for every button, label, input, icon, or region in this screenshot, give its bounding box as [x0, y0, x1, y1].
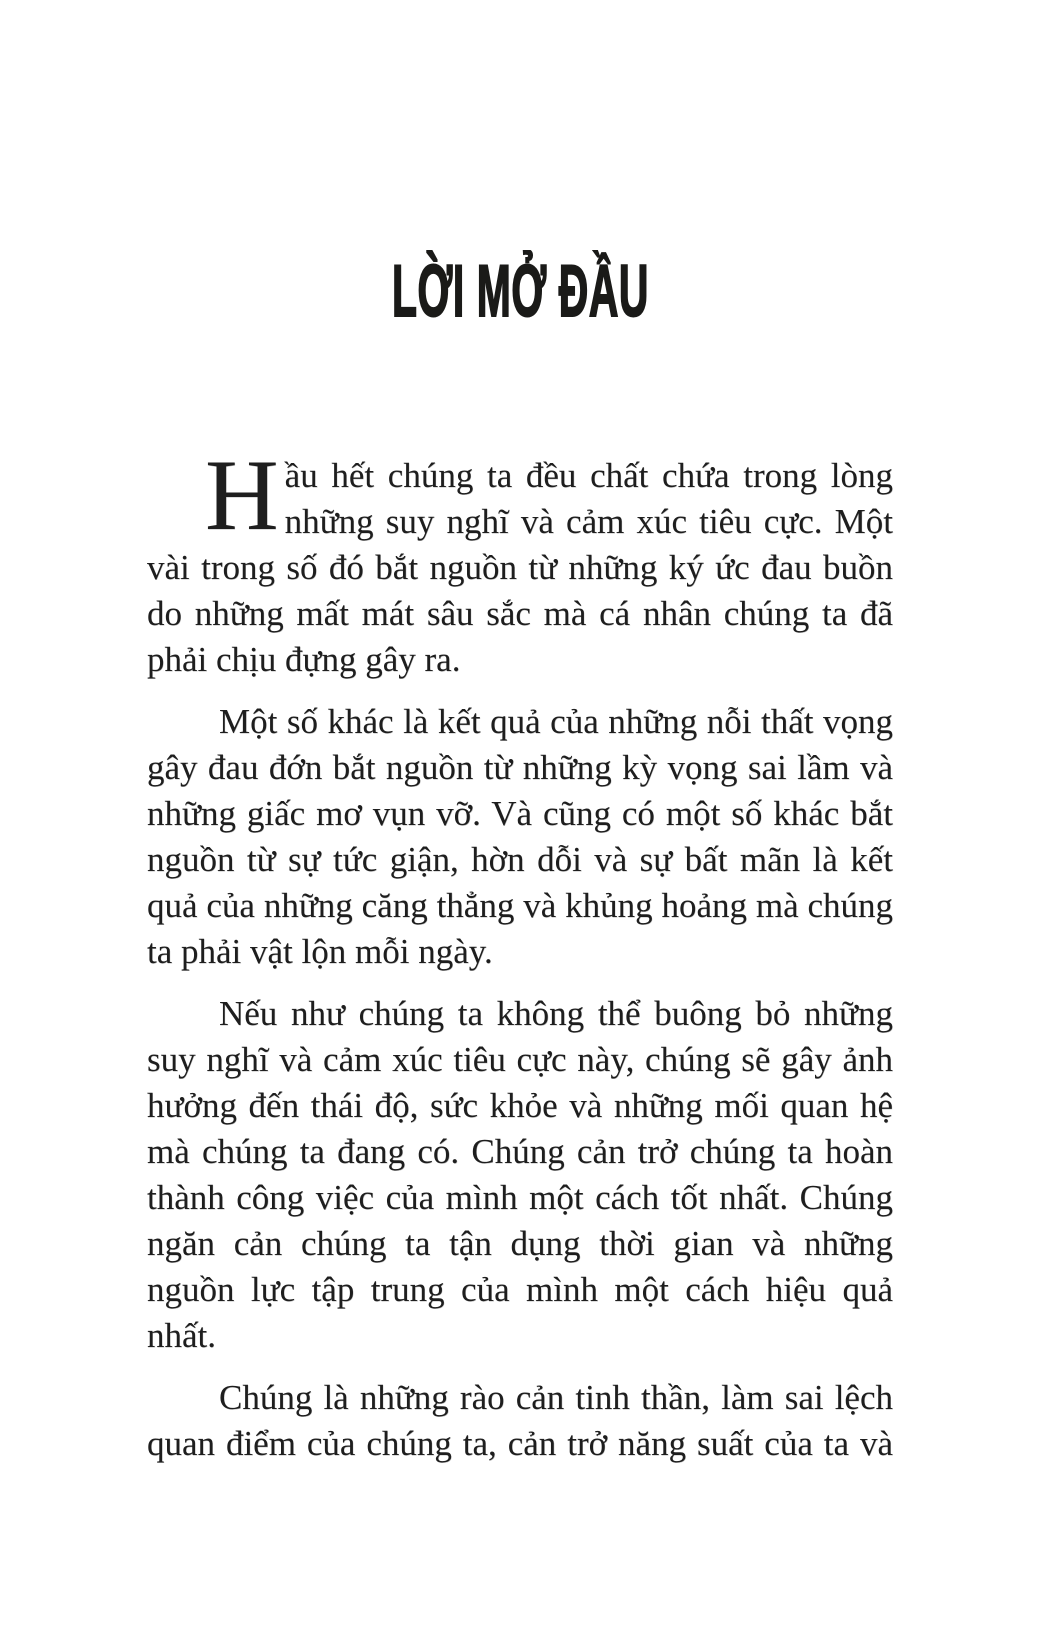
dropcap-letter: H	[205, 439, 279, 552]
paragraph-1	[147, 439, 893, 683]
paragraph-4: Chúng là những rào cản tinh thần, làm sai lệch quan điểm của chúng ta, cản trở năng suất của ta và	[147, 1378, 893, 1463]
paragraph-2: Một số khác là kết quả của những nỗi thất vọng gây đau đớn bắt nguồn từ những kỳ vọng sai lầm và những giấc mơ vụn vỡ. Và cũng có một số khác bắt nguồn từ sự tức giận, hờn dỗi và sự bất mãn là kết quả của những căng thẳng và khủng hoảng mà chúng ta phải vật lộn mỗi ngày.	[147, 702, 893, 971]
chapter-title-text: LỜI MỞ ĐẦU	[391, 251, 649, 332]
paragraph-1-text: ầu hết chúng ta đều chất chứa trong lòng những suy nghĩ và cảm xúc tiêu cực. Một vài trong số đó bắt nguồn từ những ký ức đau buồn do những mất mát sâu sắc mà cá nhân chúng ta đã phải chịu đựng gây ra.	[147, 456, 893, 679]
chapter-title	[0, 251, 1040, 332]
body-text	[147, 439, 893, 1483]
paragraph-3: Nếu như chúng ta không thể buông bỏ những suy nghĩ và cảm xúc tiêu cực này, chúng sẽ gây ảnh hưởng đến thái độ, sức khỏe và những mối quan hệ mà chúng ta đang có. Chúng cản trở chúng ta hoàn thành công việc của mình một cách tốt nhất. Chúng ngăn cản chúng ta tận dụng thời gian và những nguồn lực tập trung của mình một cách hiệu quả nhất.	[147, 994, 893, 1355]
